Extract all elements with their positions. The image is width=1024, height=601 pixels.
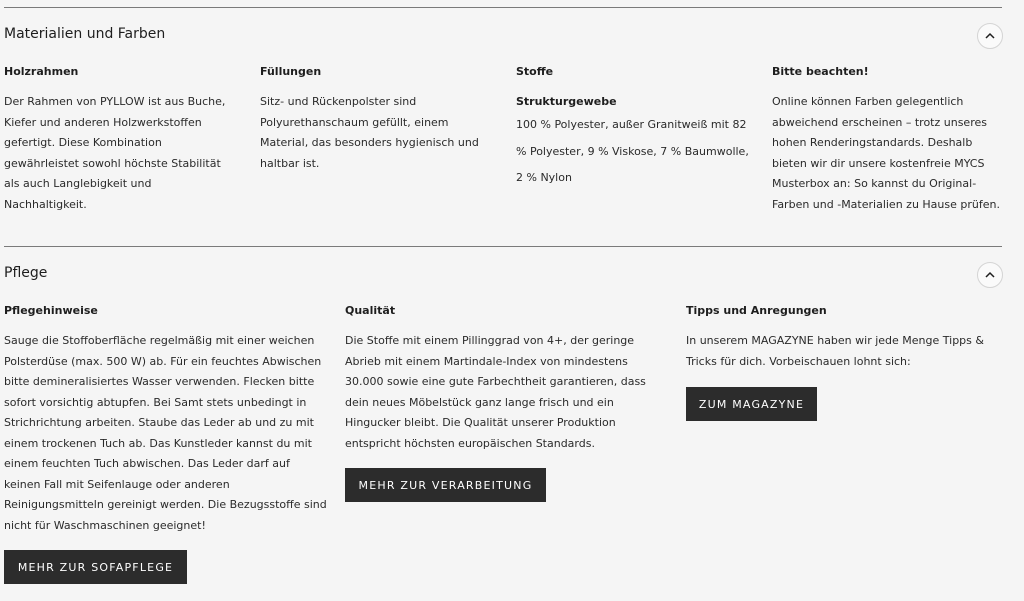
materials-column-hinweis <box>772 65 1004 215</box>
care-column-qualitaet <box>345 304 660 454</box>
care-section-title: Pflege <box>4 265 48 281</box>
column-heading: Bitte beachten! <box>772 65 869 78</box>
column-text: Sitz- und Rückenpolster sind Polyurethanschaum gefüllt, einem Material, das besonders hygienisch und haltbar ist. <box>260 95 479 170</box>
care-column-tipps <box>686 304 996 372</box>
column-text: In unserem MAGAZYNE haben wir jede Menge Tipps & Tricks für dich. Vorbeischauen lohnt sich: <box>686 334 984 368</box>
column-heading: Holzrahmen <box>4 65 79 78</box>
materials-column-stoffe <box>516 65 751 192</box>
column-text: 100 % Polyester, außer Granitweiß mit 82 % Polyester, 9 % Viskose, 7 % Baumwolle, 2 % Nylon <box>516 118 749 184</box>
care-info-button[interactable]: MEHR ZUR SOFAPFLEGE <box>4 550 187 584</box>
chevron-up-icon <box>984 269 996 281</box>
column-text: Die Stoffe mit einem Pillinggrad von 4+, der geringe Abrieb mit einem Martindale-Index von mindestens 30.000 sowie eine gute Farbechtheit garantieren, dass dein neues Möbelstück ganz lange frisch und ein Hingucker bleibt. Die Qualität unserer Produktion entspricht höchsten europäischen Standards. <box>345 334 646 450</box>
column-text: Der Rahmen von PYLLOW ist aus Buche, Kiefer und anderen Holzwerkstoffen gefertigt. Diese Kombination gewährleistet sowohl höchste Stabilität als auch Langlebigkeit und Nachhaltigkeit. <box>4 95 226 211</box>
section-divider <box>4 246 1002 247</box>
materials-section-title: Materialien und Farben <box>4 26 166 42</box>
processing-info-button[interactable]: MEHR ZUR VERARBEITUNG <box>345 468 546 502</box>
chevron-up-icon <box>984 30 996 42</box>
materials-column-holzrahmen <box>4 65 229 215</box>
materials-column-fuellungen <box>260 65 485 174</box>
column-heading: Stoffe <box>516 65 554 78</box>
column-heading: Pflegehinweise <box>4 304 98 317</box>
column-subheading: Strukturgewebe <box>516 95 617 108</box>
column-text: Online können Farben gelegentlich abweichend erscheinen – trotz unseres hohen Renderingstandards. Deshalb bieten wir dir unsere kostenfreie MYCS Musterbox an: So kannst du Original-Farben und -Materialien zu Hause prüfen. <box>772 95 1000 211</box>
materials-collapse-toggle[interactable] <box>977 23 1003 49</box>
column-heading: Qualität <box>345 304 396 317</box>
magazine-button[interactable]: ZUM MAGAZYNE <box>686 387 817 421</box>
section-divider <box>4 7 1002 8</box>
care-column-pflegehinweise <box>4 304 329 536</box>
column-heading: Füllungen <box>260 65 322 78</box>
column-text: Sauge die Stoffoberfläche regelmäßig mit einer weichen Polsterdüse (max. 500 W) ab. Für ein feuchtes Abwischen bitte demineralisiertes Wasser verwenden. Flecken bitte sofort vorsichtig abtupfen. Bei Samt stets unbedingt in Strichrichtung arbeiten. Staube das Leder ab und zu mit einem trockenen Tuch ab. Das Kunstleder kannst du mit einem feuchten Tuch abwischen. Das Leder darf auf keinen Fall mit Seifenlauge oder anderen Reinigungsmitteln gereinigt werden. Die Bezugsstoffe sind nicht für Waschmaschinen geeignet! <box>4 334 327 532</box>
care-collapse-toggle[interactable] <box>977 262 1003 288</box>
column-heading: Tipps und Anregungen <box>686 304 827 317</box>
